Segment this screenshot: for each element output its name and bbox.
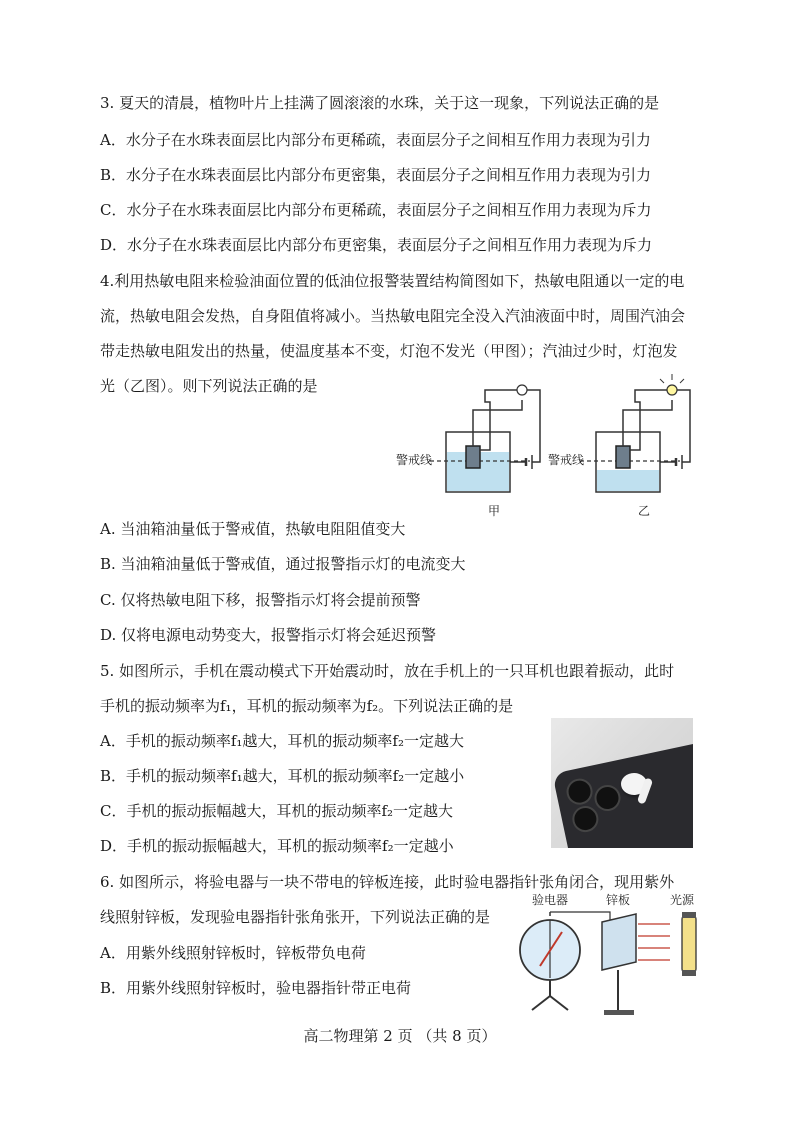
- q3-option-c: C．水分子在水珠表面层比内部分布更稀疏，表面层分子之间相互作用力表现为斥力: [100, 201, 652, 219]
- q4-stem-line1: 4.利用热敏电阻来检验油面位置的低油位报警装置结构简图如下，热敏电阻通以一定的电: [100, 272, 685, 290]
- q6-stem-line1: 6. 如图所示，将验电器与一块不带电的锌板连接，此时验电器指针张角闭合，现用紫外: [100, 873, 675, 891]
- q3-option-d: D．水分子在水珠表面层比内部分布更密集，表面层分子之间相互作用力表现为斥力: [100, 236, 653, 254]
- camera-lens-icon: [570, 804, 601, 835]
- phone-earbud-photo: [551, 718, 693, 848]
- q4-stem-line4: 光（乙图）。则下列说法正确的是: [100, 377, 318, 395]
- warn-line-label-left: 警戒线: [396, 453, 433, 467]
- q4-stem-line2: 流，热敏电阻会发热，自身阻值将减小。当热敏电阻完全没入汽油液面中时，周围汽油会: [100, 307, 686, 325]
- q6-stem-line2: 线照射锌板，发现验电器指针张角张开，下列说法正确的是: [100, 908, 491, 926]
- q4-option-a: A. 当油箱油量低于警戒值，热敏电阻阻值变大: [100, 520, 406, 538]
- warn-line-label-right: 警戒线: [548, 453, 585, 467]
- camera-lens-icon: [592, 783, 623, 814]
- phone-image: [552, 741, 693, 848]
- q3-option-b: B．水分子在水珠表面层比内部分布更密集，表面层分子之间相互作用力表现为引力: [100, 166, 652, 184]
- label-yi: 乙: [638, 504, 651, 518]
- q4-option-b: B. 当油箱油量低于警戒值，通过报警指示灯的电流变大: [100, 555, 466, 573]
- q6-option-b: B．用紫外线照射锌板时，验电器指针带正电荷: [100, 979, 412, 997]
- zinc-plate-label: 锌板: [606, 893, 631, 907]
- q4-option-c: C. 仅将热敏电阻下移，报警指示灯将会提前预警: [100, 591, 421, 609]
- q5-option-a: A．手机的振动频率f₁越大，耳机的振动频率f₂一定越大: [100, 732, 464, 750]
- q5-stem-line2: 手机的振动频率为f₁，耳机的振动频率为f₂。下列说法正确的是: [100, 697, 514, 715]
- label-jia: 甲: [488, 504, 501, 518]
- q4-circuit-figure: [380, 370, 710, 525]
- q5-option-d: D．手机的振动振幅越大，耳机的振动频率f₂一定越小: [100, 837, 454, 855]
- q6-option-a: A．用紫外线照射锌板时，锌板带负电荷: [100, 944, 366, 962]
- electroscope-label: 验电器: [532, 893, 569, 907]
- q5-option-c: C．手机的振动振幅越大，耳机的振动频率f₂一定越大: [100, 802, 454, 820]
- q5-stem-line1: 5. 如图所示，手机在震动模式下开始震动时，放在手机上的一只耳机也跟着振动，此时: [100, 662, 675, 680]
- circuit-yi: [548, 374, 690, 518]
- q6-electroscope-figure: [510, 892, 710, 1022]
- page-footer: 高二物理第 2 页 （共 8 页）: [303, 1027, 497, 1045]
- camera-lens-icon: [564, 776, 595, 807]
- q5-option-b: B．手机的振动频率f₁越大，耳机的振动频率f₂一定越小: [100, 767, 465, 785]
- q3-stem: 3. 夏天的清晨，植物叶片上挂满了圆滚滚的水珠，关于这一现象，下列说法正确的是: [100, 94, 660, 112]
- q3-option-a: A．水分子在水珠表面层比内部分布更稀疏，表面层分子之间相互作用力表现为引力: [100, 131, 651, 149]
- light-source-label: 光源: [670, 893, 695, 907]
- circuit-jia: [396, 385, 540, 518]
- q4-option-d: D. 仅将电源电动势变大，报警指示灯将会延迟预警: [100, 626, 437, 644]
- q4-stem-line3: 带走热敏电阻发出的热量，使温度基本不变，灯泡不发光（甲图）；汽油过少时，灯泡发: [100, 342, 678, 360]
